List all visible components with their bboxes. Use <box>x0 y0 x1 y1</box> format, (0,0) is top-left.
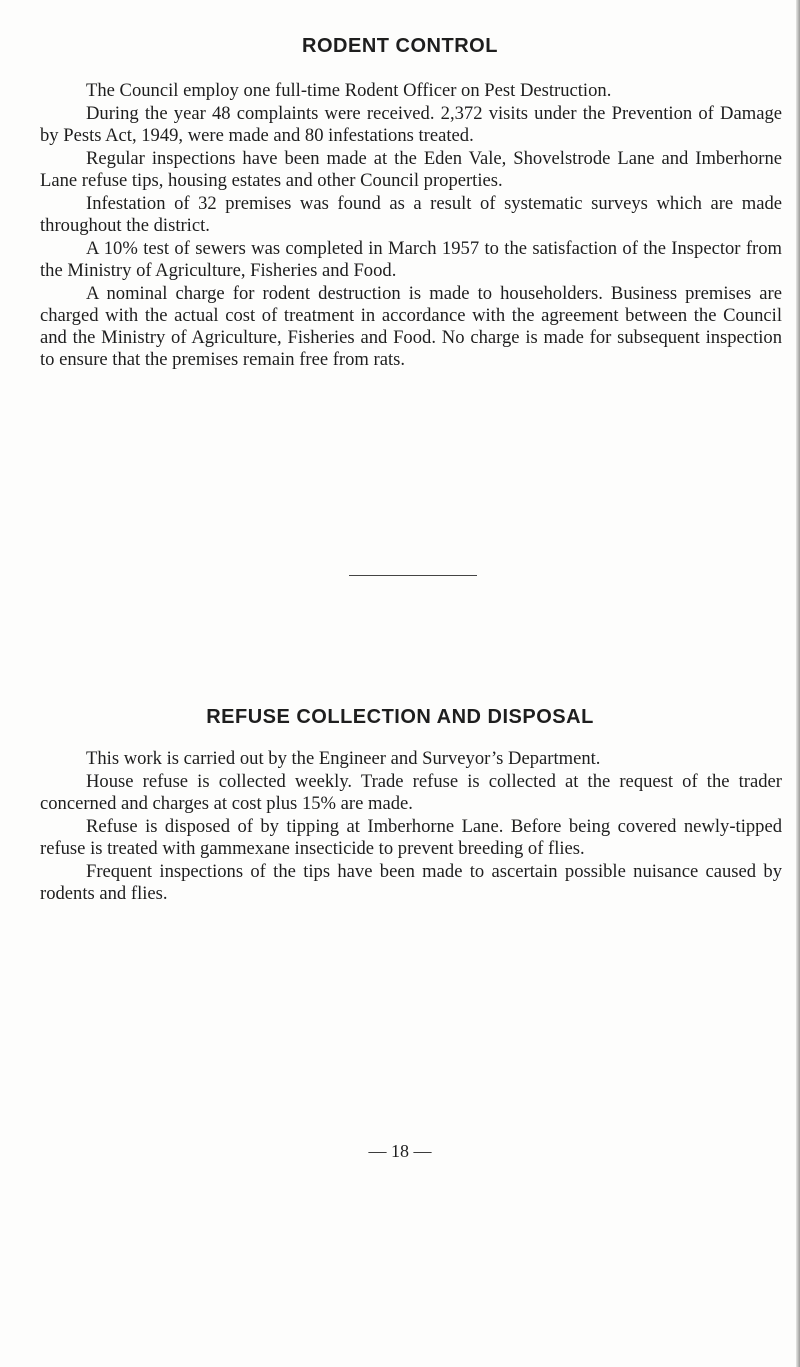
rodent-paragraph-3: Regular inspections have been made at the Eden Vale, Shovelstrode Lane and Imberhorne Lane refuse tips, housing estates and other Council properties. <box>40 148 782 191</box>
rodent-paragraph-4: Infestation of 32 premises was found as a result of systematic surveys which are made throughout the district. <box>40 193 782 236</box>
rodent-paragraph-1: The Council employ one full-time Rodent Officer on Pest Destruction. <box>86 80 612 101</box>
rodent-paragraph-5: A 10% test of sewers was completed in March 1957 to the satisfaction of the Inspector from the Ministry of Agriculture, Fisheries and Food. <box>40 238 782 281</box>
rodent-paragraph-6: A nominal charge for rodent destruction is made to householders. Business premises are charged with the actual cost of treatment in accordance with the agreement between the Council and the Ministry of Agriculture, Fisheries and Food. No charge is made for subsequent inspection to ensure that the premises remain free from rats. <box>40 283 782 370</box>
rodent-control-section <box>40 80 782 371</box>
refuse-paragraph-3: Refuse is disposed of by tipping at Imberhorne Lane. Before being covered newly-tipped refuse is treated with gammexane insecticide to prevent breeding of flies. <box>40 816 782 859</box>
page-number: — 18 — <box>368 1141 432 1161</box>
refuse-paragraph-4: Frequent inspections of the tips have been made to ascertain possible nuisance caused by rodents and flies. <box>40 861 782 904</box>
refuse-collection-section <box>40 748 782 905</box>
refuse-paragraph-2: House refuse is collected weekly. Trade refuse is collected at the request of the trader concerned and charges at cost plus 15% are made. <box>40 771 782 814</box>
refuse-collection-heading: REFUSE COLLECTION AND DISPOSAL <box>206 706 594 728</box>
refuse-paragraph-1: This work is carried out by the Engineer and Surveyor’s Department. <box>86 748 601 769</box>
rodent-control-heading: RODENT CONTROL <box>302 35 498 57</box>
rodent-paragraph-2: During the year 48 complaints were received. 2,372 visits under the Prevention of Damage by Pests Act, 1949, were made and 80 infestations treated. <box>40 103 782 146</box>
section-divider <box>349 575 477 576</box>
